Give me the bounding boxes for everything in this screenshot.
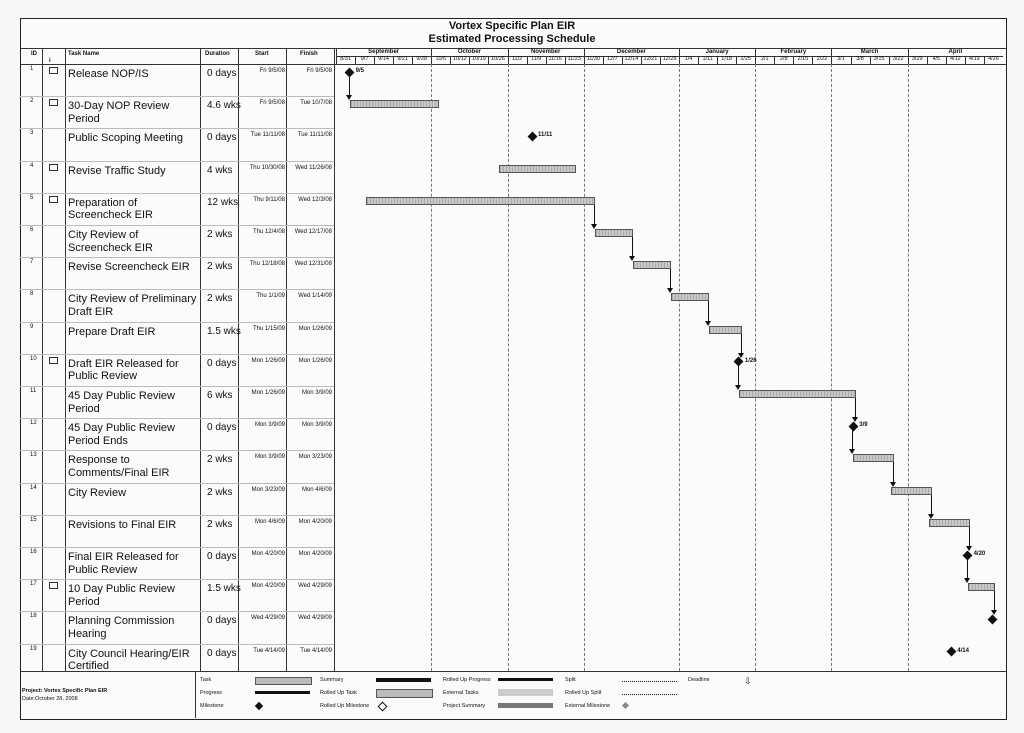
week-separator bbox=[908, 57, 909, 64]
task-duration: 2 wks bbox=[207, 229, 233, 240]
dependency-arrowhead bbox=[738, 353, 744, 358]
task-bar bbox=[350, 100, 440, 108]
task-start: Fri 9/5/08 bbox=[259, 100, 285, 107]
task-bar bbox=[709, 326, 742, 334]
week-separator bbox=[431, 57, 432, 64]
month-grid-line bbox=[508, 64, 509, 671]
week-separator bbox=[450, 57, 451, 64]
task-id: 11 bbox=[30, 388, 37, 394]
dependency-arrowhead bbox=[629, 256, 635, 261]
week-separator bbox=[469, 57, 470, 64]
schedule-subtitle: Estimated Processing Schedule bbox=[428, 33, 596, 45]
week-label: 1/11 bbox=[702, 56, 713, 62]
week-label: 12/21 bbox=[643, 56, 658, 62]
task-duration: 2 wks bbox=[207, 486, 233, 498]
task-name: Planning Commission Hearing bbox=[68, 615, 175, 640]
task-id: 4 bbox=[30, 162, 34, 169]
week-label: 11/9 bbox=[530, 56, 542, 62]
note-icon bbox=[49, 196, 58, 203]
task-finish: Mon 4/20/09 bbox=[298, 551, 332, 557]
task-finish: Mon 3/9/09 bbox=[301, 422, 332, 429]
task-start: Thu 9/11/08 bbox=[253, 196, 285, 203]
month-separator bbox=[755, 49, 756, 56]
month-grid-line bbox=[679, 64, 680, 671]
dependency-arrowhead bbox=[346, 95, 352, 100]
task-finish: Mon 3/23/09 bbox=[298, 454, 332, 461]
task-id: 18 bbox=[30, 613, 37, 620]
week-label: 11/16 bbox=[548, 56, 562, 62]
week-label: 10/5 bbox=[435, 56, 447, 62]
task-start: Thu 1/15/09 bbox=[252, 325, 285, 332]
month-separator bbox=[679, 49, 680, 56]
week-label: 8/31 bbox=[340, 56, 351, 62]
week-label: 4/12 bbox=[949, 56, 961, 62]
dependency-arrowhead bbox=[849, 449, 855, 454]
col-line-name bbox=[65, 48, 66, 671]
task-name: Release NOP/IS bbox=[68, 68, 149, 80]
month-separator bbox=[908, 49, 909, 56]
task-duration: 12 wks bbox=[207, 196, 239, 208]
task-name: Prepare Draft EIR bbox=[68, 325, 156, 338]
task-start: Mon 1/26/09 bbox=[251, 357, 285, 364]
month-grid-line bbox=[755, 64, 756, 671]
legend-rolled-split-label: Rolled Up Split bbox=[565, 690, 602, 696]
legend-external-milestone-label: External Milestone bbox=[565, 703, 611, 709]
week-label: 2/1 bbox=[760, 56, 769, 62]
task-bar bbox=[595, 229, 633, 237]
month-separator bbox=[336, 49, 337, 56]
legend-rolled-split-swatch bbox=[622, 694, 677, 695]
row-line bbox=[20, 450, 334, 451]
task-start: Fri 9/5/08 bbox=[259, 68, 285, 74]
week-separator bbox=[641, 57, 642, 64]
row-line bbox=[20, 96, 334, 97]
row-line bbox=[20, 322, 334, 323]
task-name: 30-Day NOP Review Period bbox=[68, 100, 170, 125]
task-finish: Mon 4/6/09 bbox=[301, 486, 332, 493]
week-separator bbox=[774, 57, 775, 64]
week-separator bbox=[660, 57, 661, 64]
note-icon bbox=[49, 582, 58, 589]
task-id: 2 bbox=[30, 98, 34, 105]
task-start: Mon 3/9/09 bbox=[254, 454, 285, 461]
task-duration: 1.5 wks bbox=[207, 325, 241, 337]
schedule-title: Vortex Specific Plan EIR bbox=[448, 20, 576, 32]
project-label: Project: Vortex Specific Plan EIR bbox=[22, 688, 108, 694]
task-id: 1 bbox=[30, 66, 34, 72]
row-line bbox=[20, 386, 334, 387]
week-label: 1/18 bbox=[721, 56, 733, 62]
month-grid-line bbox=[908, 64, 909, 671]
week-label: 12/28 bbox=[662, 56, 677, 62]
row-line bbox=[20, 418, 334, 419]
week-separator bbox=[793, 57, 794, 64]
legend-task-swatch bbox=[255, 677, 312, 685]
week-separator bbox=[984, 57, 985, 64]
row-line bbox=[20, 515, 334, 516]
row-line bbox=[20, 547, 334, 548]
week-label: 1/25 bbox=[740, 56, 752, 62]
milestone-date-label: 11/11 bbox=[538, 132, 553, 139]
row-line bbox=[20, 611, 334, 612]
month-label: January bbox=[705, 49, 729, 55]
week-separator bbox=[584, 57, 585, 64]
week-label: 4/5 bbox=[932, 56, 941, 62]
legend-project-summary-swatch bbox=[498, 703, 553, 708]
legend-milestone-label: Milestone bbox=[200, 703, 224, 709]
task-finish: Wed 4/29/09 bbox=[298, 615, 332, 622]
task-finish: Wed 12/17/08 bbox=[294, 229, 332, 235]
task-bar bbox=[633, 261, 671, 269]
legend-project-summary-label: Project Summary bbox=[443, 703, 486, 709]
dependency-arrowhead bbox=[852, 417, 858, 422]
col-id-header: ID bbox=[31, 51, 37, 57]
month-label: April bbox=[948, 49, 963, 55]
task-name: Revisions to Final EIR bbox=[68, 518, 177, 531]
task-name: Preparation of Screencheck EIR bbox=[68, 196, 153, 222]
month-label: September bbox=[368, 49, 400, 55]
week-separator bbox=[965, 57, 966, 64]
task-finish: Wed 12/31/08 bbox=[294, 261, 332, 268]
week-label: 4/19 bbox=[969, 56, 980, 62]
week-label: 11/23 bbox=[567, 56, 581, 62]
note-icon bbox=[49, 67, 58, 74]
month-label: March bbox=[860, 49, 879, 55]
task-start: Thu 12/18/08 bbox=[249, 261, 285, 268]
task-duration: 2 wks bbox=[207, 261, 233, 273]
legend-summary-label: Summary bbox=[320, 677, 344, 683]
legend-split-label: Split bbox=[565, 677, 576, 683]
col-line-finish bbox=[286, 48, 287, 671]
week-label: 3/8 bbox=[856, 56, 864, 62]
week-label: 9/7 bbox=[360, 56, 369, 62]
legend-task-label: Task bbox=[200, 677, 212, 683]
task-finish: Mon 1/26/09 bbox=[298, 325, 332, 332]
milestone-date-label: 9/5 bbox=[355, 68, 364, 74]
week-separator bbox=[565, 57, 566, 64]
task-name: City Review bbox=[68, 486, 127, 499]
task-bar bbox=[968, 583, 995, 591]
task-duration: 0 days bbox=[207, 615, 237, 627]
week-label: 2/8 bbox=[780, 56, 788, 62]
task-duration: 4 wks bbox=[207, 164, 233, 176]
legend-progress-swatch bbox=[255, 691, 310, 694]
task-finish: Mon 4/20/09 bbox=[298, 518, 332, 525]
task-name: City Council Hearing/EIR Certified bbox=[68, 647, 190, 673]
dependency-arrowhead bbox=[591, 224, 597, 229]
task-duration: 2 wks bbox=[207, 518, 233, 530]
legend-external-tasks-label: External Tasks bbox=[443, 690, 479, 696]
month-separator bbox=[508, 49, 509, 56]
week-separator bbox=[336, 57, 337, 64]
row-line bbox=[20, 579, 334, 580]
task-start: Mon 4/20/09 bbox=[251, 583, 285, 590]
week-separator bbox=[622, 57, 623, 64]
legend-rolled-task-swatch bbox=[376, 689, 433, 698]
task-name: Revise Screencheck EIR bbox=[68, 261, 190, 274]
task-name: 45 Day Public Review Period bbox=[68, 390, 175, 415]
task-start: Thu 1/1/09 bbox=[256, 293, 285, 300]
task-duration: 6 wks bbox=[207, 390, 233, 401]
task-finish: Wed 4/29/09 bbox=[298, 583, 332, 590]
task-id: 15 bbox=[30, 516, 37, 523]
task-duration: 0 days bbox=[207, 647, 237, 659]
dependency-arrowhead bbox=[964, 578, 970, 583]
week-separator bbox=[812, 57, 813, 64]
task-name: Public Scoping Meeting bbox=[68, 132, 183, 145]
row-line bbox=[20, 483, 334, 484]
task-id: 16 bbox=[30, 549, 37, 555]
task-bar bbox=[671, 293, 709, 301]
task-finish: Wed 11/26/08 bbox=[295, 164, 332, 171]
week-label: 3/15 bbox=[873, 56, 885, 62]
footer-separator bbox=[195, 671, 196, 718]
task-name: 45 Day Public Review Period Ends bbox=[68, 422, 175, 447]
month-separator bbox=[431, 49, 432, 56]
task-bar bbox=[891, 487, 932, 495]
week-separator bbox=[831, 57, 832, 64]
row-line bbox=[20, 225, 334, 226]
task-finish: Tue 10/7/08 bbox=[300, 100, 332, 107]
task-duration: 0 days bbox=[207, 357, 237, 369]
row-line bbox=[20, 289, 334, 290]
task-id: 9 bbox=[30, 323, 34, 330]
legend-deadline-label: Deadline bbox=[688, 677, 710, 683]
dependency-arrowhead bbox=[928, 514, 934, 519]
task-name: 10 Day Public Review Period bbox=[68, 583, 175, 608]
task-finish: Wed 1/14/09 bbox=[298, 293, 332, 300]
week-label: 3/22 bbox=[892, 56, 904, 62]
milestone-date-label: 4/14 bbox=[957, 647, 969, 654]
task-name: Revise Traffic Study bbox=[68, 164, 166, 177]
task-finish: Tue 4/14/09 bbox=[300, 647, 332, 654]
dependency-arrowhead bbox=[890, 482, 896, 487]
task-id: 6 bbox=[30, 227, 34, 233]
col-duration-header: Duration bbox=[205, 51, 230, 57]
week-separator bbox=[755, 57, 756, 64]
week-separator bbox=[546, 57, 547, 64]
row-line bbox=[20, 257, 334, 258]
task-finish: Mon 1/26/09 bbox=[298, 357, 332, 364]
week-separator bbox=[393, 57, 394, 64]
info-icon: i bbox=[49, 58, 51, 64]
week-label: 11/2 bbox=[511, 56, 523, 62]
task-start: Mon 1/26/09 bbox=[251, 390, 285, 396]
task-name: Response to Comments/Final EIR bbox=[68, 454, 170, 479]
task-start: Mon 4/20/09 bbox=[251, 551, 285, 557]
task-finish: Mon 3/9/09 bbox=[301, 390, 332, 396]
month-grid-line bbox=[584, 64, 585, 671]
header-bottom-line bbox=[20, 64, 1006, 65]
milestone-date-label: 4/20 bbox=[973, 551, 986, 557]
task-start: Tue 11/11/08 bbox=[250, 132, 285, 139]
week-label: 12/7 bbox=[606, 56, 618, 62]
milestone-date-label: 3/9 bbox=[859, 422, 868, 429]
week-separator bbox=[927, 57, 928, 64]
week-separator bbox=[717, 57, 718, 64]
task-id: 12 bbox=[30, 420, 37, 427]
task-finish: Wed 12/3/08 bbox=[298, 196, 332, 203]
col-line-id bbox=[42, 48, 43, 671]
week-separator bbox=[679, 57, 680, 64]
task-name: City Review of Screencheck EIR bbox=[68, 229, 153, 254]
task-bar bbox=[739, 390, 856, 398]
week-separator bbox=[603, 57, 604, 64]
task-id: 17 bbox=[30, 581, 37, 588]
week-separator bbox=[508, 57, 509, 64]
week-label: 10/26 bbox=[491, 56, 505, 62]
task-start: Wed 4/29/09 bbox=[251, 615, 285, 622]
task-id: 13 bbox=[30, 452, 37, 459]
week-separator bbox=[374, 57, 375, 64]
week-separator bbox=[355, 57, 356, 64]
task-duration: 0 days bbox=[207, 551, 237, 562]
week-label: 10/12 bbox=[452, 56, 467, 62]
task-finish: Fri 9/5/08 bbox=[306, 68, 332, 74]
week-separator bbox=[736, 57, 737, 64]
legend-rolled-task-label: Rolled Up Task bbox=[320, 690, 357, 696]
note-icon bbox=[49, 164, 58, 171]
week-separator bbox=[889, 57, 890, 64]
week-separator bbox=[488, 57, 489, 64]
note-icon bbox=[49, 99, 58, 106]
task-duration: 0 days bbox=[207, 132, 237, 144]
task-id: 7 bbox=[30, 259, 34, 266]
legend-progress-label: Progress bbox=[200, 690, 223, 696]
dependency-arrowhead bbox=[991, 610, 997, 615]
task-duration: 2 wks bbox=[207, 454, 233, 466]
task-bar bbox=[929, 519, 970, 527]
week-separator bbox=[870, 57, 871, 64]
week-separator bbox=[527, 57, 528, 64]
task-bar bbox=[853, 454, 894, 462]
week-label: 12/14 bbox=[624, 56, 639, 62]
task-id: 10 bbox=[30, 355, 37, 362]
legend-split-swatch bbox=[622, 681, 677, 682]
task-bar bbox=[499, 165, 575, 173]
dependency-arrowhead bbox=[667, 288, 673, 293]
task-start: Mon 3/23/09 bbox=[251, 486, 285, 493]
task-bar bbox=[366, 197, 595, 205]
month-label: February bbox=[780, 49, 807, 55]
task-start: Tue 4/14/09 bbox=[253, 647, 285, 654]
week-label: 9/14 bbox=[378, 56, 389, 62]
month-grid-line bbox=[831, 64, 832, 671]
task-start: Thu 10/30/08 bbox=[249, 164, 285, 171]
week-separator bbox=[412, 57, 413, 64]
week-label: 9/28 bbox=[416, 56, 428, 62]
month-grid-line bbox=[431, 64, 432, 671]
task-duration: 4.6 wks bbox=[207, 100, 241, 112]
task-start: Mon 3/9/09 bbox=[254, 422, 285, 429]
week-label: 2/22 bbox=[816, 56, 828, 62]
week-label: 3/29 bbox=[911, 56, 923, 62]
project-date: Date:October 28, 2008 bbox=[22, 696, 78, 702]
task-name: Draft EIR Released for Public Review bbox=[68, 357, 179, 383]
month-separator bbox=[831, 49, 832, 56]
legend-rolled-milestone-label: Rolled Up Milestone bbox=[320, 703, 370, 709]
col-name-header: Task Name bbox=[68, 51, 100, 57]
week-label: 11/30 bbox=[586, 56, 600, 62]
week-label: 9/21 bbox=[397, 56, 409, 62]
task-name: Final EIR Released for Public Review bbox=[68, 551, 179, 576]
week-separator bbox=[698, 57, 699, 64]
col-line-timeline bbox=[334, 48, 335, 671]
month-label: December bbox=[616, 49, 646, 55]
task-start: Mon 4/6/09 bbox=[254, 518, 285, 525]
task-id: 5 bbox=[30, 194, 34, 201]
note-icon bbox=[49, 357, 58, 364]
row-line bbox=[20, 128, 334, 129]
month-label: November bbox=[530, 49, 561, 55]
week-label: 10/19 bbox=[472, 56, 486, 62]
week-label: 3/1 bbox=[837, 56, 845, 62]
legend-external-tasks-swatch bbox=[498, 689, 553, 696]
task-name: City Review of Preliminary Draft EIR bbox=[68, 293, 197, 318]
legend-summary-swatch bbox=[376, 678, 431, 682]
task-finish: Tue 11/11/08 bbox=[297, 132, 332, 139]
task-start: Thu 12/4/08 bbox=[252, 229, 285, 235]
col-start-header: Start bbox=[255, 51, 269, 57]
dependency-arrowhead bbox=[705, 321, 711, 326]
row-line bbox=[20, 193, 334, 194]
week-separator bbox=[851, 57, 852, 64]
task-duration: 1.5 wks bbox=[207, 583, 241, 595]
week-separator bbox=[946, 57, 947, 64]
month-separator bbox=[584, 49, 585, 56]
week-label: 2/15 bbox=[797, 56, 809, 62]
task-id: 19 bbox=[30, 645, 37, 652]
legend-rolled-progress-label: Rolled Up Progress bbox=[443, 677, 491, 683]
col-line-start bbox=[238, 48, 239, 671]
dependency-arrowhead bbox=[735, 385, 741, 390]
row-line bbox=[20, 644, 334, 645]
dependency-arrowhead bbox=[966, 546, 972, 551]
deadline-arrow-icon: ⇩ bbox=[744, 676, 752, 686]
task-id: 14 bbox=[30, 484, 37, 491]
week-label: 4/26 bbox=[988, 56, 999, 62]
month-label: October bbox=[457, 49, 481, 55]
task-id: 8 bbox=[30, 291, 34, 298]
legend-rolled-progress-swatch bbox=[498, 678, 553, 681]
row-line bbox=[20, 354, 334, 355]
milestone-date-label: 1/26 bbox=[744, 357, 757, 364]
task-duration: 2 wks bbox=[207, 293, 233, 305]
row-line bbox=[20, 161, 334, 162]
task-id: 3 bbox=[30, 130, 34, 137]
week-label: 1/4 bbox=[684, 56, 693, 62]
task-duration: 0 days bbox=[207, 68, 237, 79]
task-duration: 0 days bbox=[207, 422, 237, 434]
col-finish-header: Finish bbox=[300, 51, 318, 57]
